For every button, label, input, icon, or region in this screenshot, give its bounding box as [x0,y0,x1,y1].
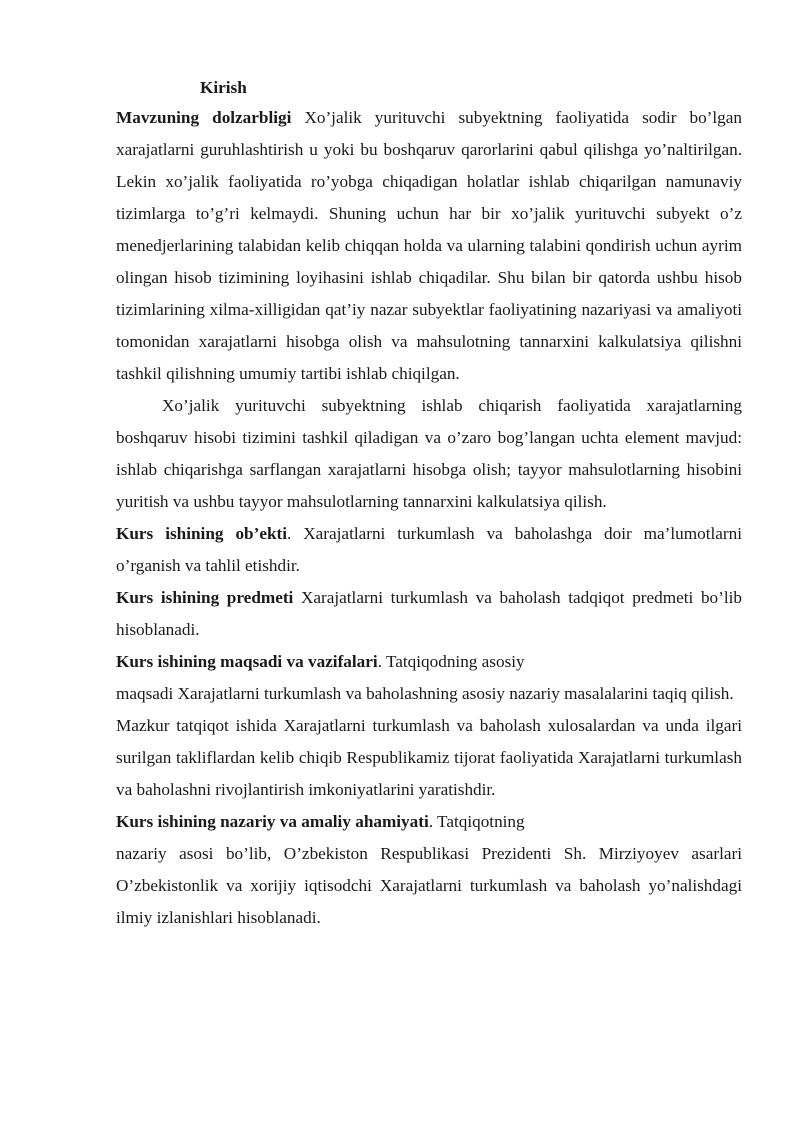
paragraph-relevance [116,102,742,390]
paragraph-lead: Mavzuning dolzarbligi [116,108,292,127]
paragraph-significance [116,806,742,838]
document-body [116,102,742,934]
paragraph-lead: Kurs ishining ob’ekti [116,524,288,543]
paragraph-object [116,518,742,582]
paragraph-elements: Xo’jalik yurituvchi subyektning ishlab chiqarish faoliyatida xarajatlarning boshqaruv hisobi tizimini tashkil qiladigan va o’zaro bog’langan uchta element mavjud: ishlab chiqarishga sarflangan xarajatlarni hisobga olish; tayyor mahsulotlarning hisobini yuritish va ushbu tayyor mahsulotlarning tannarxini kalkulatsiya qilish. [116,396,742,511]
paragraph-lead: Kurs ishining predmeti [116,588,294,607]
paragraph-subject [116,582,742,646]
paragraph-text: Xarajatlarni turkumlash va baholash tadqiqot predmeti bo’lib hisoblanadi. [116,588,742,639]
paragraph-lead: Kurs ishining maqsadi va vazifalari [116,652,378,671]
paragraph-goals [116,646,742,678]
paragraph-lead: Kurs ishining nazariy va amaliy ahamiyati [116,812,429,831]
paragraph-text: Xo’jalik yurituvchi subyektning faoliyatida sodir bo’lgan xarajatlarni guruhlashtirish u yoki bu boshqaruv qarorlarini qabul qilishga yo’naltirilgan. Lekin xo’jalik faoliyatida ro’yobga chiqadigan holatlar ishlab chiqarilgan namunaviy tizimlarga to’g’ri kelmaydi. Shuning uchun har bir xo’jalik yurituvchi subyekt o’z menedjerlarining talabidan kelib chiqqan holda va ularning talabini qondirish uchun ayrim olingan hisob tizimining loyihasini ishlab chiqadilar. Shu bilan bir qatorda ushbu hisob tizimlarining xilma-xilligidan qat’iy nazar subyektlar faoliyatining nazariyasi va amaliyoti tomonidan xarajatlarni hisobga olish va mahsulotning tannarxini kalkulatsiya qilishni tashkil qilishning umumiy tartibi ishlab chiqilgan. [116,108,742,383]
paragraph-text: . Tatqiqotning [428,812,525,831]
section-heading: Kirish [200,78,247,97]
paragraph-text: . Xarajatlarni turkumlash va baholashga doir ma’lumotlarni o’rganish va tahlil etishdir. [116,524,742,575]
paragraph-tasks: Mazkur tatqiqot ishida Xarajatlarni turkumlash va baholash xulosalardan va unda ilgari surilgan takliflardan kelib chiqib Respublikamiz tijorat faoliyatida Xarajatlarni turkumlash va baholashni rivojlantirish imkoniyatlarini yaratishdir. [116,716,742,799]
paragraph-text: . Tatqiqodning asosiy [377,652,525,671]
paragraph-theoretical-basis: nazariy asosi bo’lib, O’zbekiston Respublikasi Prezidenti Sh. Mirziyoyev asarlari O’zbekistonlik va xorijiy iqtisodchi Xarajatlarni turkumlash va baholash yo’nalishdagi ilmiy izlanishlari hisoblanadi. [116,844,742,927]
paragraph-goals-continued: maqsadi Xarajatlarni turkumlash va baholashning asosiy nazariy masalalarini taqiq qilish. [116,684,734,703]
